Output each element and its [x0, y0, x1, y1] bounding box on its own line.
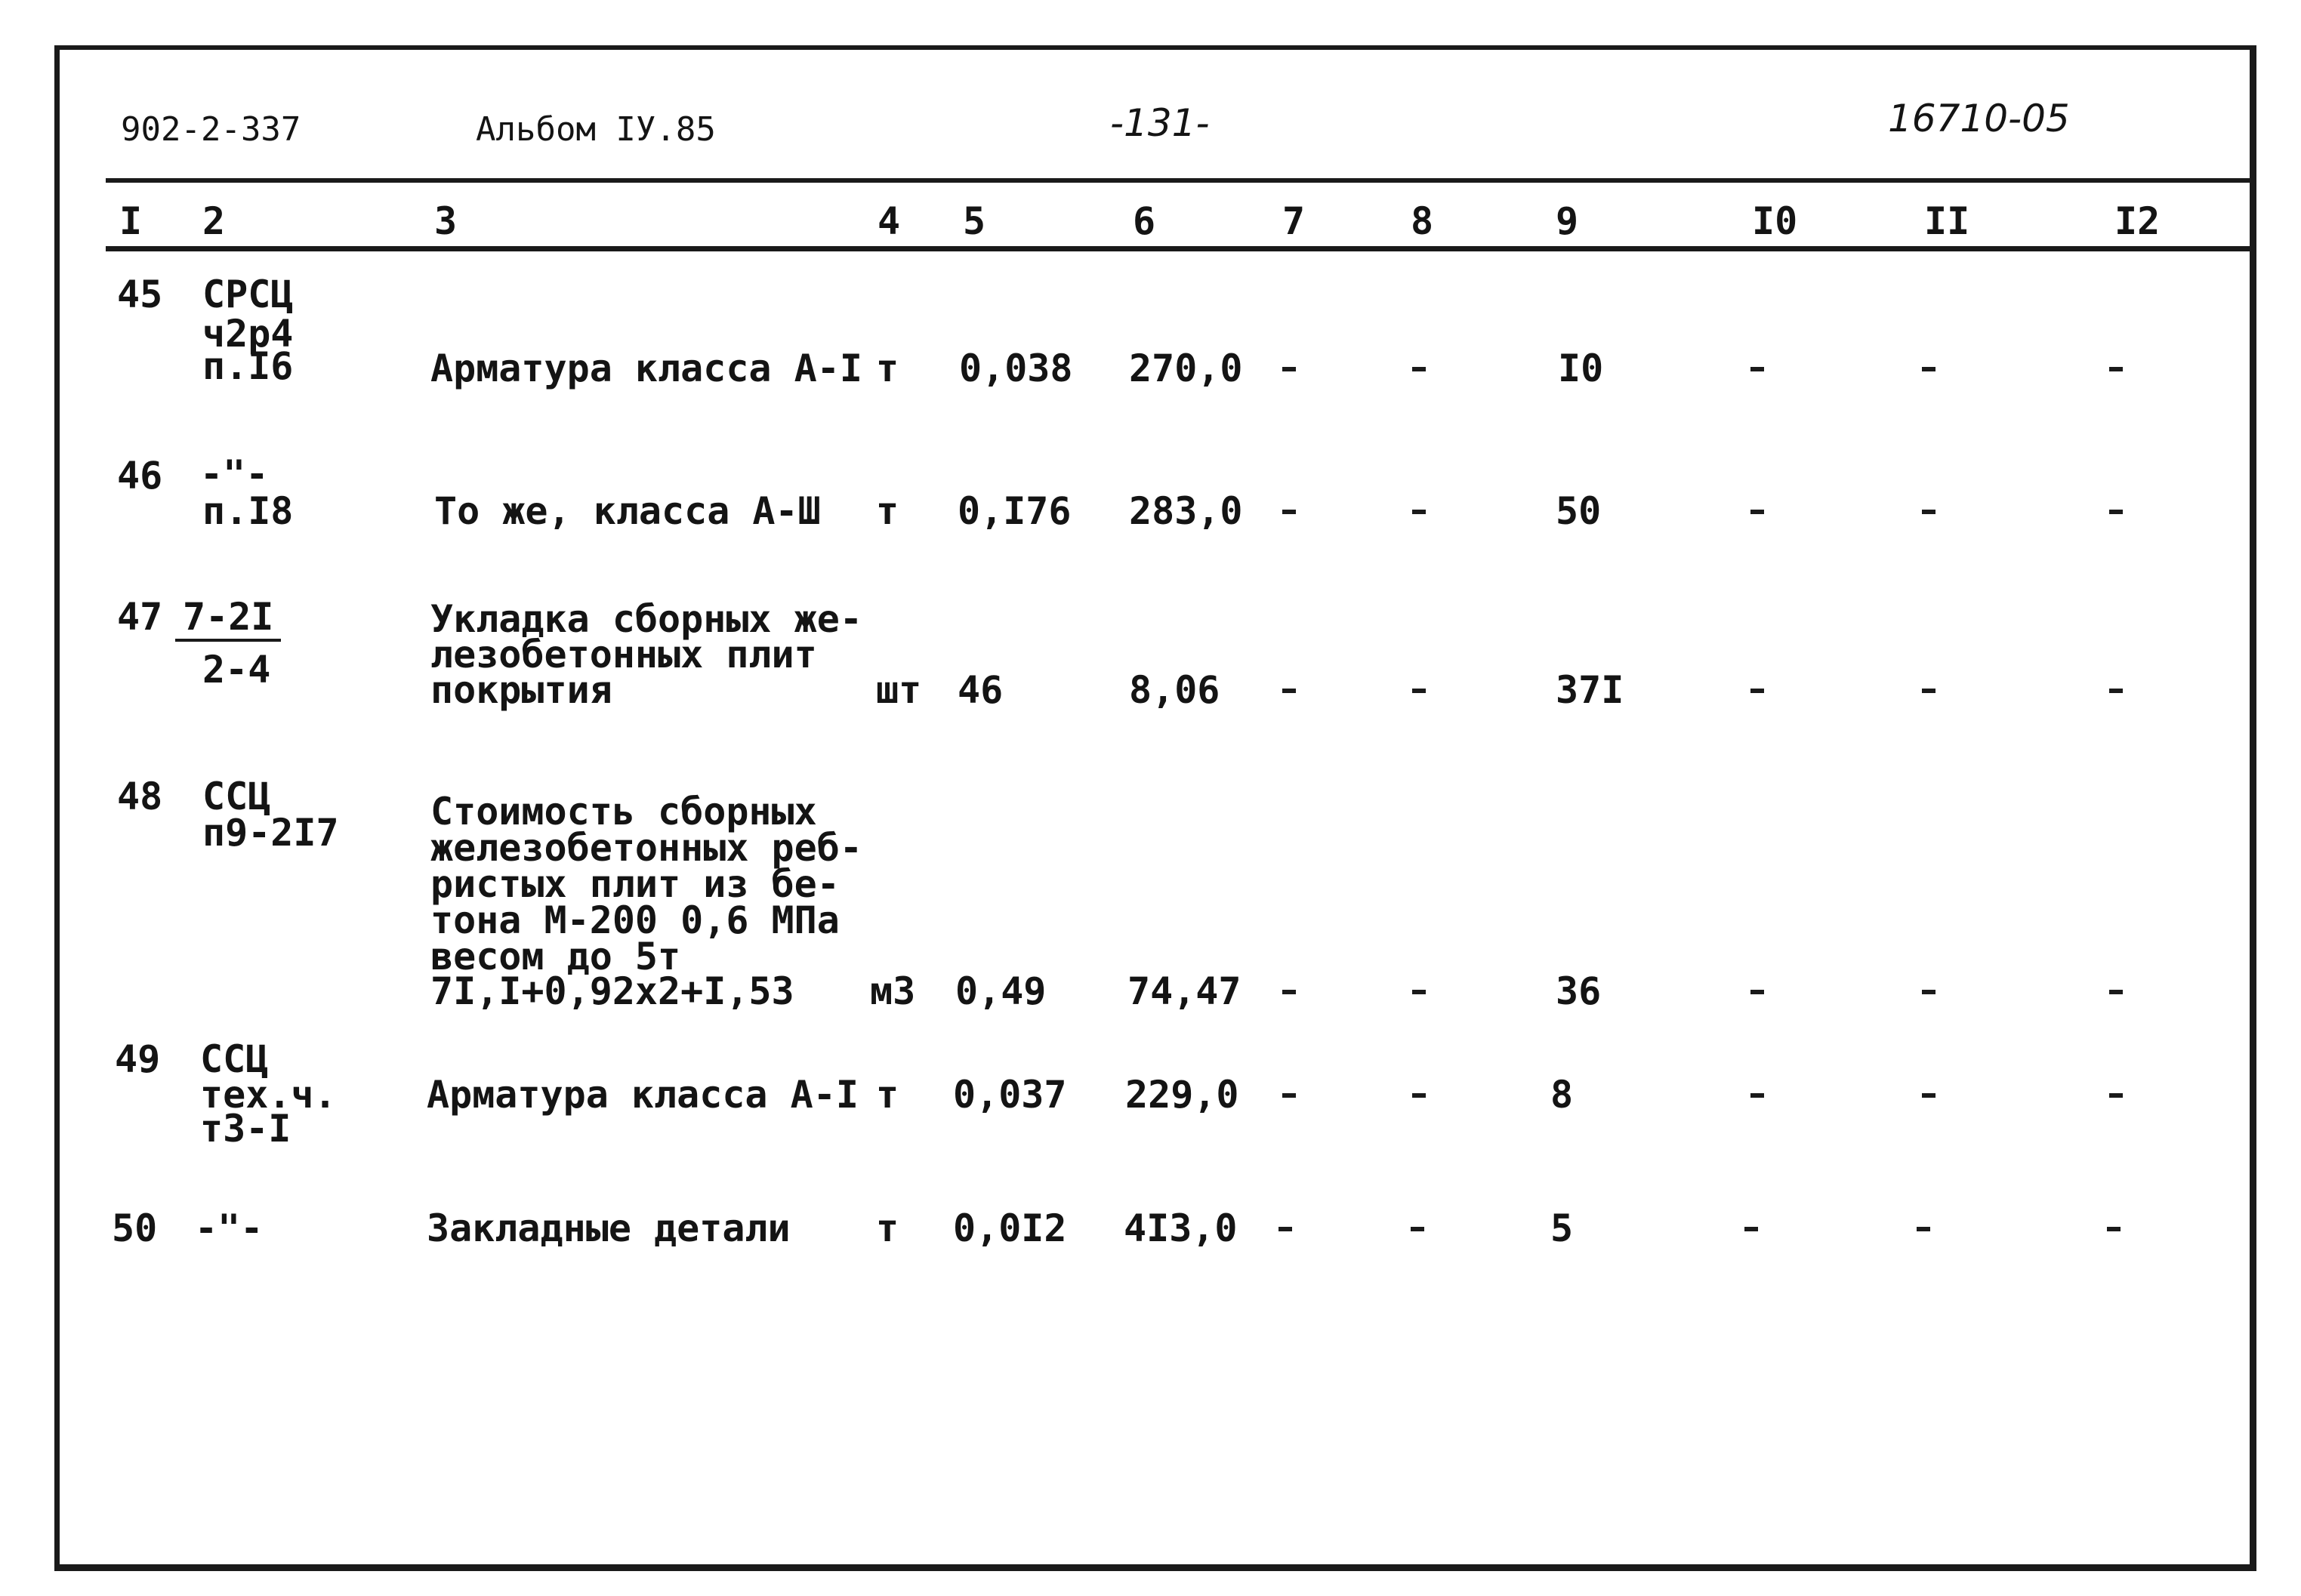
stamp-number: 16710-05 [1888, 97, 2070, 140]
dash-cell-8 [1412, 1093, 1426, 1098]
dash-cell-7 [1282, 510, 1296, 514]
header-rule-top [106, 178, 2250, 183]
total-cell: I0 [1558, 347, 1604, 390]
row-number: 49 [115, 1037, 161, 1081]
ref-code-line: СРСЦ [202, 273, 294, 316]
dash-cell-7 [1282, 689, 1296, 693]
description-line: Укладка сборных же- [430, 597, 862, 641]
description-line: То же, класса А-Ш [434, 489, 821, 533]
ref-code-numerator: 7-2I [175, 598, 281, 642]
unit-price-cell: 8,06 [1129, 668, 1220, 712]
dash-cell-7 [1282, 367, 1296, 371]
ref-code-line: -"- [200, 452, 269, 496]
page-frame [54, 45, 2256, 1571]
total-cell: 50 [1556, 489, 1602, 533]
col-header-9: 9 [1556, 199, 1579, 243]
dash-cell-8 [1412, 990, 1426, 994]
description-line: железобетонных реб- [430, 826, 862, 870]
col-header-10: I0 [1752, 199, 1798, 243]
unit-cell: шт [876, 668, 922, 712]
quantity-cell: 46 [958, 668, 1004, 712]
description-line: весом до 5т [430, 935, 681, 978]
dash-cell-11 [1922, 510, 1935, 514]
quantity-cell: 0,037 [953, 1073, 1067, 1117]
quantity-cell: 0,I76 [958, 489, 1072, 533]
total-cell: 8 [1550, 1073, 1574, 1117]
description-line: 7I,I+0,92х2+I,53 [430, 969, 794, 1013]
dash-cell-7 [1279, 1227, 1292, 1231]
dash-cell-10 [1750, 990, 1764, 994]
dash-cell-12 [2109, 689, 2123, 693]
unit-cell: м3 [870, 969, 916, 1013]
dash-cell-10 [1750, 689, 1764, 693]
description-line: Закладные детали [427, 1206, 791, 1250]
total-cell: 5 [1550, 1206, 1574, 1250]
row-number: 45 [117, 273, 163, 316]
dash-cell-8 [1411, 1227, 1424, 1231]
dash-cell-11 [1922, 367, 1935, 371]
quantity-cell: 0,038 [959, 347, 1073, 390]
dash-cell-7 [1282, 990, 1296, 994]
quantity-cell: 0,0I2 [953, 1206, 1067, 1250]
description-line: Арматура класса А-I [427, 1073, 859, 1117]
unit-price-cell: 74,47 [1127, 969, 1241, 1013]
dash-cell-10 [1750, 367, 1764, 371]
ref-code-line: п9-2I7 [202, 811, 339, 855]
total-cell: 37I [1556, 668, 1624, 712]
col-header-6: 6 [1133, 199, 1156, 243]
unit-price-cell: 270,0 [1129, 347, 1243, 390]
row-number: 47 [117, 595, 163, 639]
col-header-12: I2 [2114, 199, 2161, 243]
col-header-7: 7 [1282, 199, 1306, 243]
header-rule-bottom [106, 246, 2250, 251]
dash-cell-8 [1412, 510, 1426, 514]
ref-code-line: п.I6 [202, 344, 294, 388]
unit-price-cell: 4I3,0 [1124, 1206, 1238, 1250]
dash-cell-10 [1744, 1227, 1758, 1231]
description-line: лезобетонных плит [430, 633, 817, 676]
page-number: -131- [1110, 101, 1210, 145]
description-line: ристых плит из бе- [430, 862, 840, 906]
col-header-3: 3 [434, 199, 458, 243]
dash-cell-11 [1922, 689, 1935, 693]
ref-code-line: ССЦ [200, 1037, 269, 1081]
dash-cell-12 [2109, 990, 2123, 994]
col-header-11: II [1924, 199, 1970, 243]
dash-cell-12 [2107, 1227, 2121, 1231]
unit-cell: т [876, 347, 899, 390]
total-cell: 36 [1556, 969, 1602, 1013]
col-header-4: 4 [878, 199, 901, 243]
row-number: 46 [117, 454, 163, 498]
doc-number: 902-2-337 [121, 110, 301, 149]
ref-code-line: тех.ч. [200, 1073, 337, 1117]
dash-cell-12 [2109, 367, 2123, 371]
dash-cell-12 [2109, 510, 2123, 514]
col-header-2: 2 [202, 199, 226, 243]
unit-cell: т [876, 489, 899, 533]
dash-cell-8 [1412, 367, 1426, 371]
dash-cell-10 [1750, 510, 1764, 514]
ref-code-line: -"- [195, 1206, 264, 1250]
ref-code-line: т3-I [200, 1107, 291, 1151]
ref-code-line: ч2р4 [202, 312, 294, 356]
ref-code-line: ССЦ [202, 775, 271, 818]
dash-cell-8 [1412, 689, 1426, 693]
dash-cell-10 [1750, 1093, 1764, 1098]
unit-cell: т [876, 1206, 899, 1250]
col-header-1: I [119, 199, 143, 243]
row-number: 50 [112, 1206, 158, 1250]
col-header-5: 5 [963, 199, 986, 243]
description-line: Арматура класса А-I [430, 347, 862, 390]
album-label: Альбом IУ.85 [476, 110, 716, 149]
unit-cell: т [876, 1073, 899, 1117]
dash-cell-11 [1922, 1093, 1935, 1098]
ref-code-denominator: 2-4 [202, 648, 271, 692]
dash-cell-7 [1282, 1093, 1296, 1098]
dash-cell-12 [2109, 1093, 2123, 1098]
description-line: тона М-200 0,6 МПа [430, 898, 840, 942]
ref-code-line: п.I8 [202, 489, 294, 533]
unit-price-cell: 283,0 [1129, 489, 1243, 533]
quantity-cell: 0,49 [955, 969, 1047, 1013]
description-line: покрытия [430, 668, 612, 712]
dash-cell-11 [1917, 1227, 1930, 1231]
dash-cell-11 [1922, 990, 1935, 994]
description-line: Стоимость сборных [430, 790, 817, 833]
row-number: 48 [117, 775, 163, 818]
col-header-8: 8 [1411, 199, 1434, 243]
unit-price-cell: 229,0 [1125, 1073, 1239, 1117]
